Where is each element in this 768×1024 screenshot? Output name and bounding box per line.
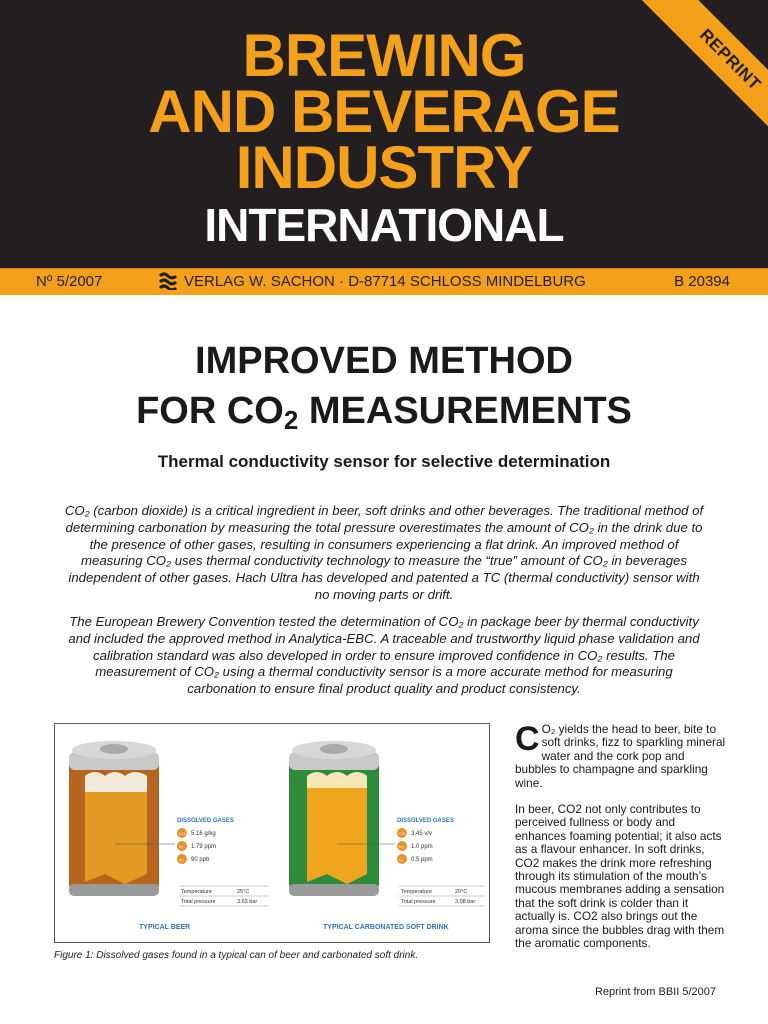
soda-temp-label: Temperature — [401, 889, 432, 895]
beer-foam — [85, 772, 147, 792]
beer-n2-symbol: N₂ — [179, 844, 184, 849]
soda-n2-value: 1.0 ppm — [411, 844, 433, 850]
column-paragraph-1-text: O₂ yields the head to beer, bite to soft drinks, fizz to sparkling mineral water and the cork pop and bubbles to champagne and sparkling wine. — [515, 722, 726, 790]
beer-n2-value: 1.79 ppm — [191, 844, 217, 850]
masthead-title-international: INTERNATIONAL — [204, 199, 564, 251]
beer-o2-value: 90 ppb — [191, 857, 210, 863]
drop-cap: C — [515, 720, 540, 758]
publication-code: B 20394 — [674, 273, 730, 290]
intro-paragraph-1: CO₂ (carbon dioxide) is a critical ingredient in beer, soft drinks and other beverages. The traditional method of determining carbonation by measuring the total pressure overestimates the amount of CO₂ in the drink due to the presence of other gases, resulting in consumers experiencing a flat drink. An improved method of measuring CO₂ uses thermal conductivity technology to measure the “true” amount of CO₂ in beverages independent of other gases. Hach Ultra has developed and patented a TC (thermal conductivity) sensor with no moving parts or drift. — [64, 503, 704, 602]
headline-line2 — [0, 388, 768, 443]
headline-line1: IMPROVED METHOD — [195, 340, 573, 382]
soda-co2-symbol: CO₂ — [399, 831, 407, 836]
masthead — [0, 0, 768, 268]
column-paragraph-1 — [515, 720, 727, 790]
soda-liquid — [307, 772, 367, 884]
issue-number: Nº 5/2007 — [36, 273, 103, 290]
beer-can — [69, 741, 159, 896]
article-subtitle: Thermal conductivity sensor for selective determination — [157, 452, 611, 471]
beer-temp-value: 25°C — [237, 889, 250, 895]
headline-line2-prefix: FOR CO — [136, 390, 284, 432]
soda-o2-value: 0.5 ppm — [411, 857, 433, 863]
reprint-label: REPRINT — [696, 25, 765, 94]
soda-pressure-label: Total pressure — [401, 899, 436, 905]
beer-label: TYPICAL BEER — [139, 924, 191, 931]
soda-label: TYPICAL CARBONATED SOFT DRINK — [323, 924, 449, 931]
beer-o2-symbol: O₂ — [179, 857, 184, 862]
column-paragraph-2: In beer, CO2 not only contributes to perceived fullness or body and enhances foaming potential; it also acts as a flavour enhancer. In soft drinks, CO2 makes the drink more refreshing through its stimulation of the mouth’s mucous membranes adding a sensation that the soft drink is colder than it actually is. CO2 also brings out the aroma since the bubbles drag with them the aromatic components. — [515, 802, 725, 951]
publisher-line — [158, 272, 586, 290]
publisher-logo-icon — [158, 272, 178, 290]
masthead-title-line1: BREWING — [242, 22, 526, 89]
soda-pressure-value: 3.08 bar — [455, 899, 476, 905]
soda-n2-symbol: N₂ — [399, 844, 404, 849]
beer-pressure-label: Total pressure — [181, 899, 216, 905]
soda-o2-symbol: O₂ — [399, 857, 404, 862]
soda-can-tab — [320, 744, 348, 754]
beer-temp-label: Temperature — [181, 889, 212, 895]
beer-co2-symbol: CO₂ — [179, 831, 187, 836]
headline-line2-suffix: MEASUREMENTS — [298, 390, 632, 432]
beer-co2-value: 5.16 g/kg — [191, 831, 216, 837]
headline-line2-subscript: 2 — [283, 405, 299, 435]
soda-panel-title: DISSOLVED GASES — [397, 818, 454, 824]
beer-pressure-value: 3.63 bar — [237, 899, 258, 905]
soda-can — [289, 741, 379, 896]
beer-panel-title: DISSOLVED GASES — [177, 818, 234, 824]
beer-can-bottom — [69, 884, 159, 896]
figure-illustration — [55, 724, 489, 942]
masthead-title-line3: INDUSTRY — [235, 134, 533, 201]
publisher-text: VERLAG W. SACHON · D-87714 SCHLOSS MINDELBURG — [184, 272, 586, 290]
figure-dissolved-gases — [54, 723, 490, 943]
soda-can-bottom — [289, 884, 379, 896]
footer-reprint-note: Reprint from BBII 5/2007 — [594, 986, 716, 998]
soda-foam — [307, 772, 367, 788]
intro-paragraph-2: The European Brewery Convention tested the determination of CO₂ in package beer by thermal conductivity and included the approved method in Analytica-EBC. A traceable and trustworthy liquid phase validation and calibration standard was also developed in order to ensure improved confidence in CO₂ results. The measurement of CO₂ using a thermal conductivity sensor is a more accurate method for measuring carbonation to ensure final product quality and product consistency. — [68, 614, 700, 697]
beer-can-tab — [100, 744, 128, 754]
soda-temp-value: 20°C — [455, 889, 468, 895]
figure-caption: Figure 1: Dissolved gases found in a typical can of beer and carbonated soft drink. — [54, 950, 419, 961]
soda-co2-value: 3.45 v/v — [411, 831, 433, 837]
issue-info-bar — [0, 268, 768, 295]
masthead-title-line2: AND BEVERAGE — [148, 78, 620, 145]
